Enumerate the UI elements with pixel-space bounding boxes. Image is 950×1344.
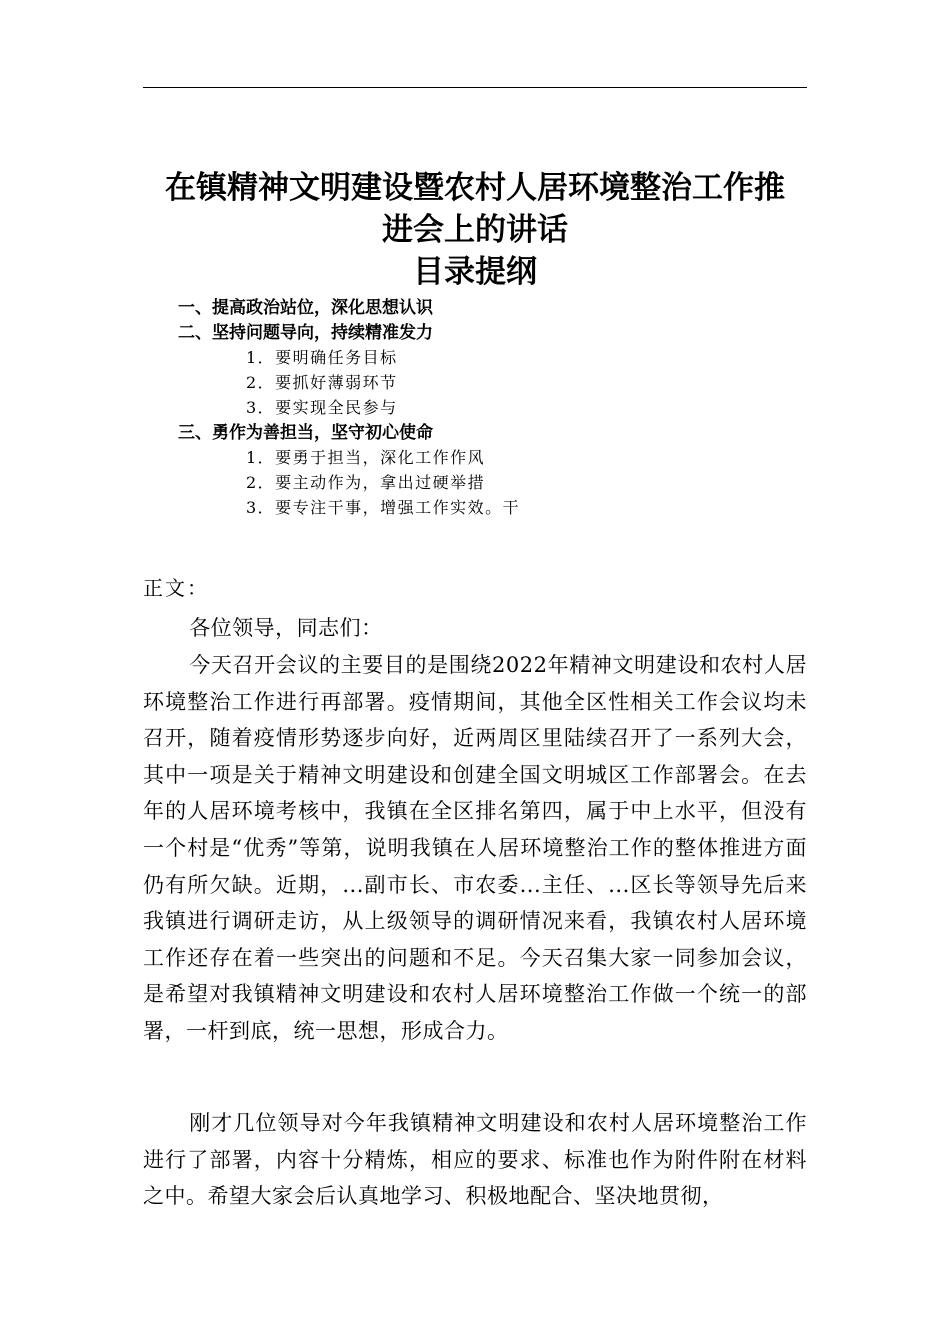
toc-section-2: 二、坚持问题导向，持续精准发力	[178, 323, 433, 343]
toc-item: 3．要实现全民参与	[246, 398, 398, 417]
toc-item: 1．要明确任务目标	[246, 348, 398, 367]
header-rule	[143, 87, 807, 88]
greeting	[143, 610, 807, 647]
paragraph-2-text: 刚才几位领导对今年我镇精神文明建设和农村人居环境整治工作进行了部署，内容十分精炼，相应的要求、标准也作为附件附在材料之中。希望大家会后认真地学习、积极地配合、坚决地贯彻，	[143, 1111, 807, 1209]
toc-item: 2．要主动作为，拿出过硬举措	[246, 473, 486, 492]
paragraph-2	[143, 1105, 807, 1215]
toc-section-1: 一、提高政治站位，深化思想认识	[178, 298, 433, 318]
toc-item: 3．要专注干事，增强工作实效。干	[246, 498, 521, 517]
greeting-text: 各位领导，同志们：	[189, 616, 383, 640]
document-title-line-1: 在镇精神文明建设暨农村人居环境整治工作推	[165, 170, 785, 206]
document-title-line-2: 进会上的讲话	[382, 212, 568, 248]
paragraph-1	[143, 647, 807, 1050]
toc-item: 1．要勇于担当，深化工作作风	[246, 448, 486, 467]
paragraph-1-text: 今天召开会议的主要目的是围绕2022年精神文明建设和农村人居环境整治工作进行再部署。疫情期间，其他全区性相关工作会议均未召开，随着疫情形势逐步向好，近两周区里陆续召开了一系列大会，其中一项是关于精神文明建设和创建全国文明城区工作部署会。在去年的人居环境考核中，我镇在全区排名第四，属于中上水平，但没有一个村是“优秀”等第，说明我镇在人居环境整治工作的整体推进方面仍有所欠缺。近期，...副市长、市农委...主任、...区长等领导先后来我镇进行调研走访，从上级领导的调研情况来看，我镇农村人居环境工作还存在着一些突出的问题和不足。今天召集大家一同参加会议，是希望对我镇精神文明建设和农村人居环境整治工作做一个统一的部署，一杆到底，统一思想，形成合力。	[143, 653, 807, 1043]
toc-item: 2．要抓好薄弱环节	[246, 373, 398, 392]
body-label: 正文：	[143, 576, 209, 600]
toc-heading: 目录提纲	[413, 254, 537, 290]
toc-section-3: 三、勇作为善担当，坚守初心使命	[178, 423, 433, 443]
